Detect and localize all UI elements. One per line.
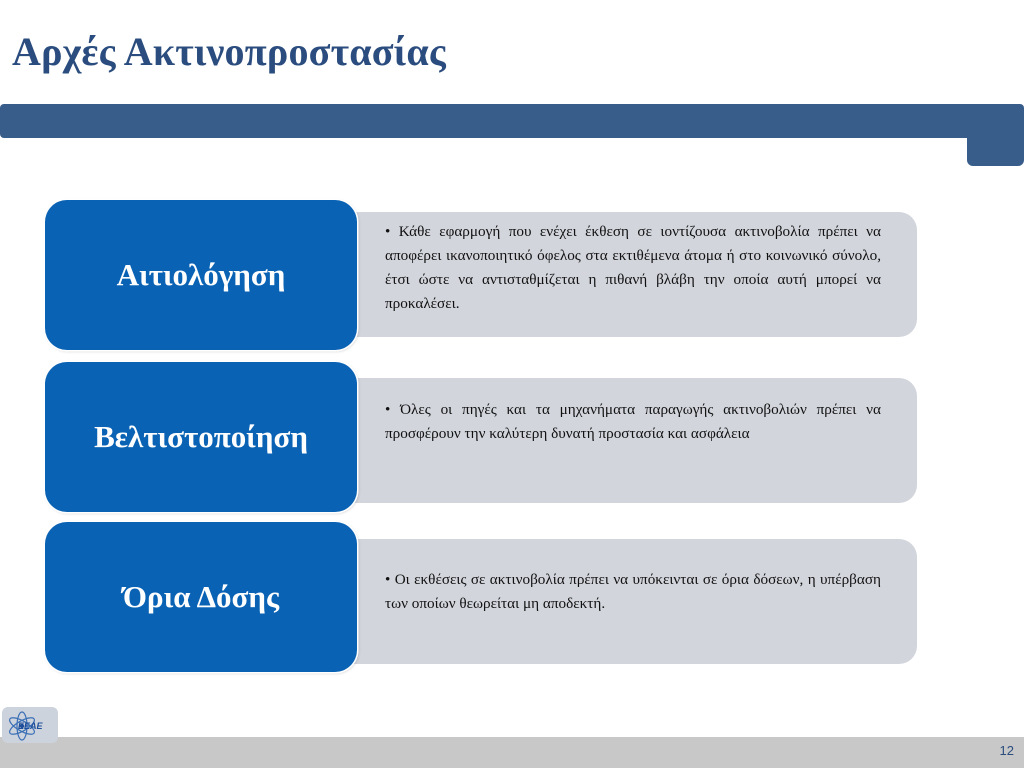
slide-title: Αρχές Ακτινοπροστασίας xyxy=(12,29,446,74)
principle-description: • Οι εκθέσεις σε ακτινοβολία πρέπει να υπόκεινται σε όρια δόσεων, η υπέρβαση των οποίων θεωρείται μη αποδεκτή. xyxy=(385,571,881,612)
principle-description-box xyxy=(330,212,917,337)
principle-label-box xyxy=(45,362,357,512)
principle-label: Όρια Δόσης xyxy=(122,579,280,614)
principle-description-box xyxy=(330,378,917,503)
principle-description-box xyxy=(330,539,917,664)
principle-label-box xyxy=(45,200,357,350)
title-bar-tab xyxy=(967,120,1024,166)
page-number: 12 xyxy=(999,743,1014,758)
principle-description: • Κάθε εφαρμογή που ενέχει έκθεση σε ιοντίζουσα ακτινοβολία πρέπει να αποφέρει ικανοποιητικό όφελος στα εκτιθέμενα άτομα ή στο κοινωνικό σύνολο, έτσι ώστε να αντισταθμίζεται η πιθανή βλάβη την οποία αυτή μπορεί να προκαλέσει. xyxy=(385,223,881,312)
principle-label: Βελτιστοποίηση xyxy=(94,419,308,454)
logo-text: ΕΕΑΕ xyxy=(18,721,43,731)
principle-label-box xyxy=(45,522,357,672)
title-underline-bar xyxy=(0,104,1024,138)
principle-description: • Όλες οι πηγές και τα μηχανήματα παραγωγής ακτινοβολιών πρέπει να προσφέρουν την καλύτερη δυνατή προστασία και ασφάλεια xyxy=(385,401,881,442)
eeae-logo xyxy=(2,707,58,743)
footer-bar xyxy=(0,737,1024,768)
principle-label: Αιτιολόγηση xyxy=(116,257,286,292)
